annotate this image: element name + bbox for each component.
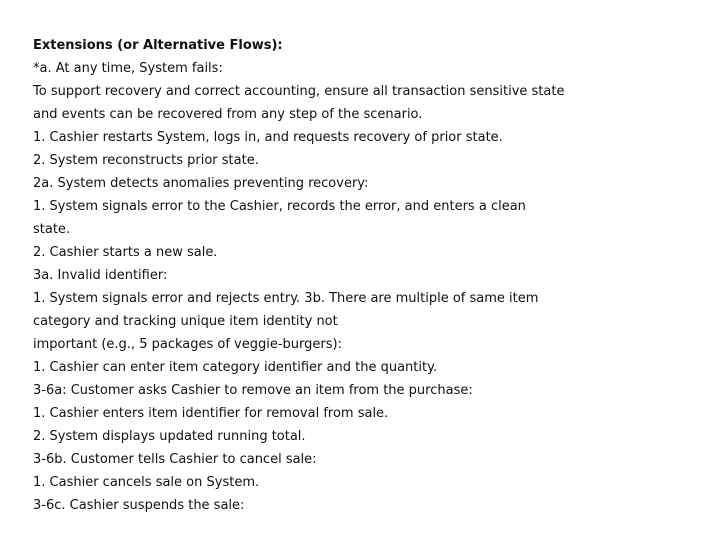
document-line: 3-6c. Cashier suspends the sale: bbox=[33, 498, 245, 513]
document-line: 1. Cashier can enter item category identifier and the quantity. bbox=[33, 360, 438, 375]
document-line: *a. At any time, System fails: bbox=[33, 61, 223, 76]
document-line: 1. System signals error to the Cashier, records the error, and enters a clean bbox=[33, 199, 526, 214]
document-line: 2a. System detects anomalies preventing recovery: bbox=[33, 176, 369, 191]
document-line: 3a. Invalid identifier: bbox=[33, 268, 168, 283]
document-line: 2. System displays updated running total. bbox=[33, 429, 306, 444]
document-line: state. bbox=[33, 222, 71, 237]
document-line: 1. Cashier cancels sale on System. bbox=[33, 475, 260, 490]
document-line: category and tracking unique item identity not bbox=[33, 314, 338, 329]
document-body bbox=[33, 34, 593, 517]
document-line: 1. Cashier restarts System, logs in, and requests recovery of prior state. bbox=[33, 130, 503, 145]
document-line: 2. System reconstructs prior state. bbox=[33, 153, 259, 168]
document-line: 3-6b. Customer tells Cashier to cancel sale: bbox=[33, 452, 317, 467]
document-line: 3-6a: Customer asks Cashier to remove an item from the purchase: bbox=[33, 383, 473, 398]
document-line: 1. System signals error and rejects entry. 3b. There are multiple of same item bbox=[33, 291, 539, 306]
document-line: and events can be recovered from any step of the scenario. bbox=[33, 107, 423, 122]
extensions-heading: Extensions (or Alternative Flows): bbox=[33, 38, 283, 53]
document-line: 1. Cashier enters item identifier for removal from sale. bbox=[33, 406, 389, 421]
document-line: important (e.g., 5 packages of veggie-burgers): bbox=[33, 337, 342, 352]
document-line: 2. Cashier starts a new sale. bbox=[33, 245, 218, 260]
document-line: To support recovery and correct accounting, ensure all transaction sensitive state bbox=[33, 84, 565, 99]
